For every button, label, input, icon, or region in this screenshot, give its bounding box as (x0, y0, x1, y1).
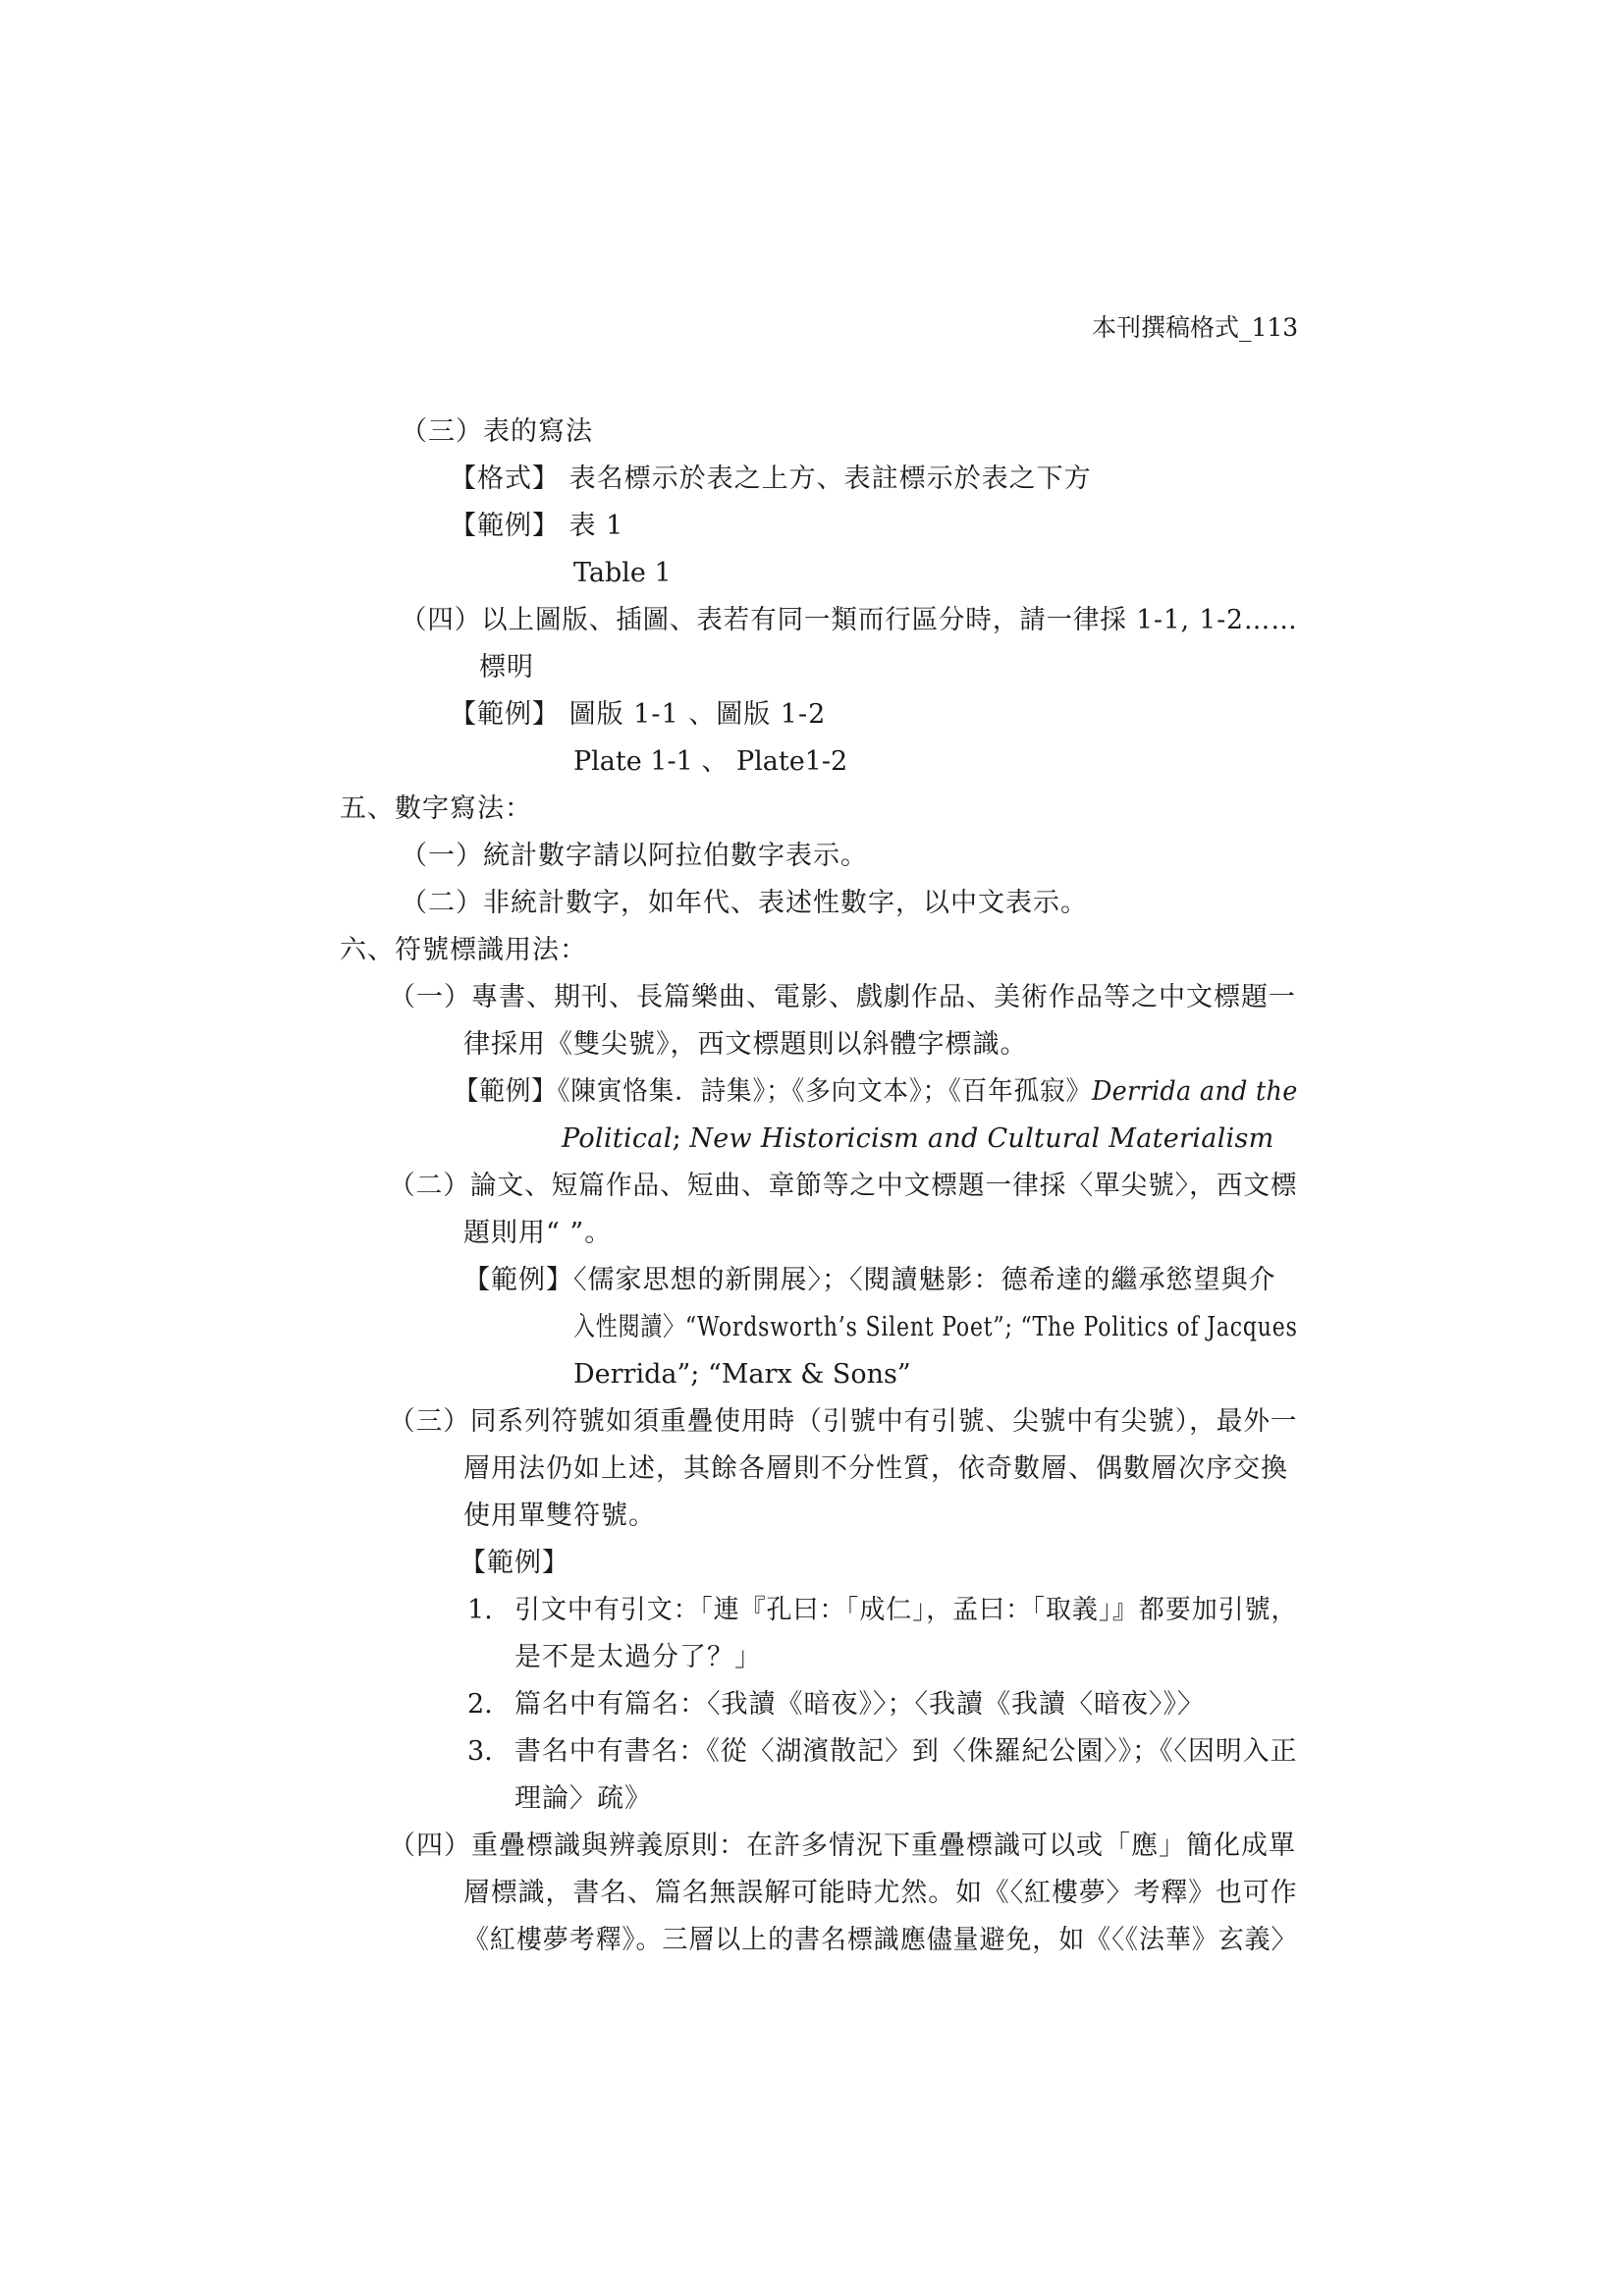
list-number: 2. (467, 1689, 493, 1720)
chapter-heading: 五、數字寫法： (340, 793, 532, 824)
list-number: 3. (467, 1736, 493, 1767)
italic-title: New Historicism and Cultural Materialism (689, 1123, 1274, 1154)
italic-title: Political (562, 1123, 673, 1154)
example-line: 【範例】〈儒家思想的新開展〉；〈閱讀魅影：德希達的繼承慾望與介 (463, 1265, 1276, 1295)
paragraph-line: 《紅樓夢考釋》。三層以上的書名標識應儘量避免，如《〈《法華》玄義〉 (463, 1925, 1298, 1955)
example-text: 【範例】《陳寅恪集．詩集》；《多向文本》；《百年孤寂》 (454, 1076, 1092, 1107)
paragraph-line: 標明 (479, 652, 534, 683)
paragraph-line: 律採用《雙尖號》，西文標題則以斜體字標識。 (463, 1029, 1028, 1060)
list-item: 引文中有引文：「連『孔曰：「成仁」，孟曰：「取義」』都要加引號， (514, 1595, 1298, 1625)
paragraph-line: （一）專書、期刊、長篇樂曲、電影、戲劇作品、美術作品等之中文標題一 (389, 982, 1296, 1012)
running-head: 本刊撰稿格式_113 (1092, 313, 1299, 342)
example-line: 【範例】 圖版 1-1 、圖版 1-2 (450, 699, 827, 730)
example-line: 【範例】 表 1 (450, 511, 624, 541)
example-line: Table 1 (573, 558, 672, 588)
chapter-heading: 六、符號標識用法： (340, 935, 587, 965)
section-heading: （四）以上圖版、插圖、表若有同一類而行區分時，請一律採 1-1, 1-2…… (401, 605, 1298, 635)
paragraph-line: （二）論文、短篇作品、短曲、章節等之中文標題一律採〈單尖號〉，西文標 (389, 1171, 1298, 1201)
section-heading: （三）表的寫法 (401, 416, 593, 447)
example-line (454, 1074, 1298, 1110)
italic-title: Derrida and the (1091, 1076, 1298, 1107)
list-item: 書名中有書名：《從〈湖濱散記〉到〈侏羅紀公園〉》；《〈因明入正 (514, 1736, 1298, 1767)
example-line: 【範例】 (460, 1548, 569, 1578)
example-line: 入性閱讀〉“Wordsworth’s Silent Poet”; “The Politics of Jacques (573, 1312, 1298, 1342)
paragraph-line: 層標識，書名、篇名無誤解可能時尤然。如《〈紅樓夢〉考釋》也可作 (463, 1878, 1298, 1908)
paragraph-line: 使用單雙符號。 (463, 1501, 656, 1531)
paragraph-line: 層用法仍如上述，其餘各層則不分性質，依奇數層、偶數層次序交換 (463, 1453, 1288, 1484)
list-item: 篇名中有篇名：〈我讀《暗夜》〉；〈我讀《我讀〈暗夜〉》〉 (514, 1689, 1205, 1720)
example-line: Derrida”; “Marx & Sons” (573, 1359, 911, 1390)
example-line (562, 1121, 1274, 1157)
format-line: 【格式】 表名標示於表之上方、表註標示於表之下方 (450, 464, 1092, 494)
paragraph-line: （四）重疊標識與辨義原則：在許多情況下重疊標識可以或「應」簡化成單 (389, 1831, 1296, 1861)
list-item: 理論〉疏》 (514, 1783, 652, 1814)
list-item: 是不是太過分了？」 (514, 1642, 762, 1672)
paragraph-line: （二）非統計數字，如年代、表述性數字，以中文表示。 (401, 888, 1088, 918)
list-number: 1. (467, 1595, 493, 1625)
example-line: Plate 1-1 、 Plate1-2 (573, 746, 848, 777)
separator-text: ; (672, 1123, 690, 1154)
paragraph-line: （三）同系列符號如須重疊使用時（引號中有引號、尖號中有尖號），最外一 (389, 1406, 1298, 1437)
paragraph-line: （一）統計數字請以阿拉伯數字表示。 (401, 841, 868, 871)
paragraph-line: 題則用“ ”。 (463, 1218, 613, 1248)
